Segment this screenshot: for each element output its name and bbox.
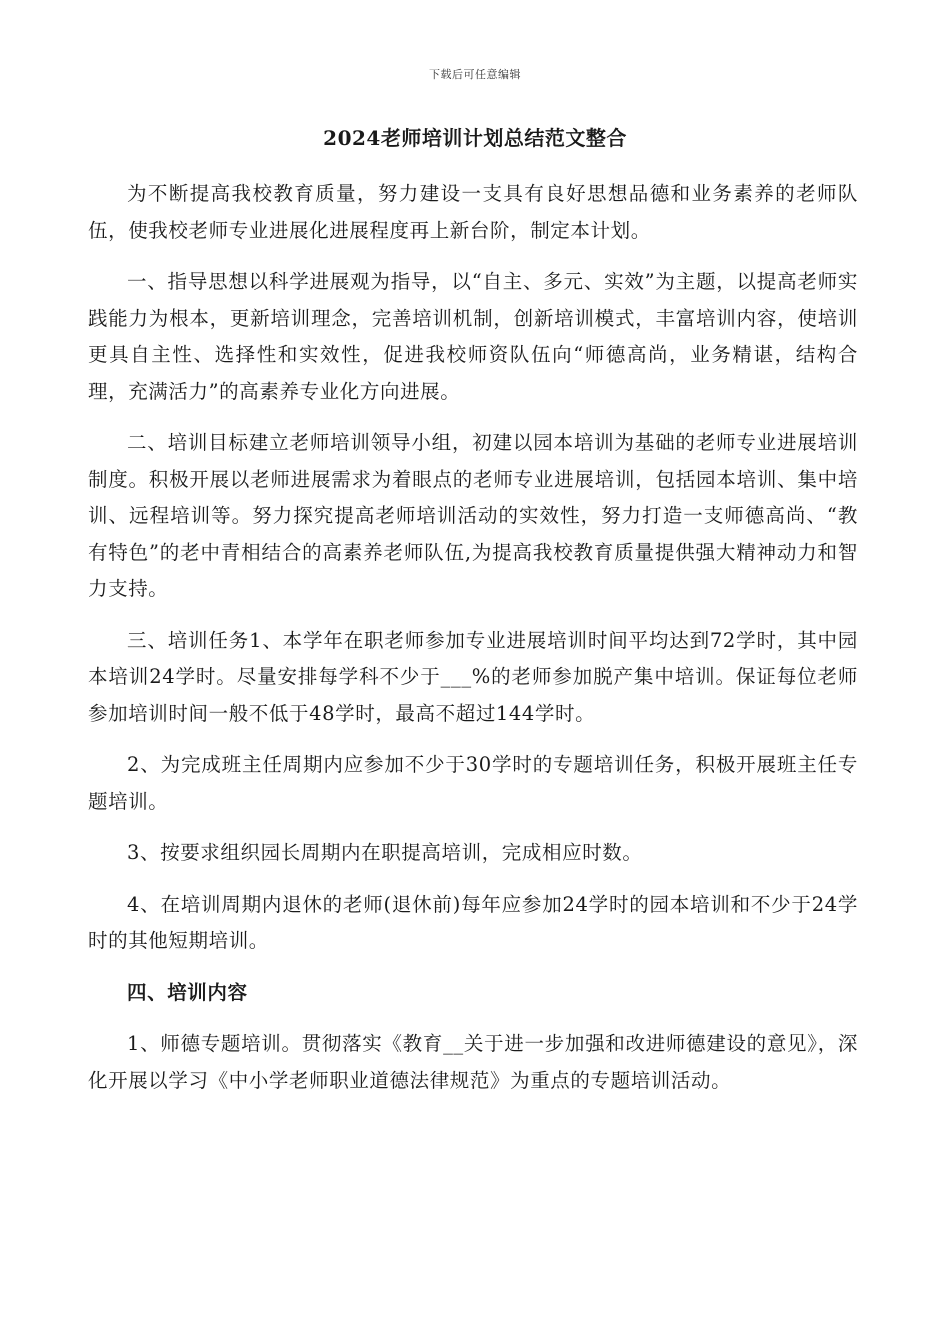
section-heading-training-content: 四、培训内容: [127, 980, 248, 1004]
paragraph-task-2: 2、为完成班主任周期内应参加不少于30学时的专题培训任务，积极开展班主任专题培训。: [88, 753, 858, 813]
paragraph-task-4: 4、在培训周期内退休的老师(退休前)每年应参加24学时的园本培训和不少于24学时的其他短期培训。: [88, 892, 858, 952]
header-note: 下载后可任意编辑: [429, 68, 521, 81]
paragraph-ethics-training: 1、师德专题培训。贯彻落实《教育__关于进一步加强和改进师德建设的意见》，深化开展以学习《中小学老师职业道德法律规范》为重点的专题培训活动。: [88, 1032, 858, 1092]
document-title: 2024老师培训计划总结范文整合: [323, 126, 627, 150]
paragraph-task-3: 3、按要求组织园长周期内在职提高培训，完成相应时数。: [127, 841, 643, 864]
paragraph-intro: 为不断提高我校教育质量，努力建设一支具有良好思想品德和业务素养的老师队伍，使我校老师专业进展化进展程度再上新台阶，制定本计划。: [88, 182, 858, 242]
paragraph-training-tasks: 三、培训任务1、本学年在职老师参加专业进展培训时间平均达到72学时，其中园本培训24学时。尽量安排每学科不少于___%的老师参加脱产集中培训。保证每位老师参加培训时间一般不低于48学时，最高不超过144学时。: [88, 628, 858, 725]
paragraph-guiding-ideology: 一、指导思想以科学进展观为指导，以“自主、多元、实效”为主题，以提高老师实践能力为根本，更新培训理念，完善培训机制，创新培训模式，丰富培训内容，使培训更具自主性、选择性和实效性，促进我校师资队伍向“师德高尚，业务精谌，结构合理，充满活力”的高素养专业化方向进展。: [88, 270, 858, 403]
paragraph-training-goals: 二、培训目标建立老师培训领导小组，初建以园本培训为基础的老师专业进展培训制度。积极开展以老师进展需求为着眼点的老师专业进展培训，包括园本培训、集中培训、远程培训等。努力探究提高老师培训活动的实效性，努力打造一支师德高尚、“教有特色”的老中青相结合的高素养老师队伍,为提高我校教育质量提供强大精神动力和智力支持。: [88, 431, 858, 600]
document-body: [88, 176, 858, 1114]
